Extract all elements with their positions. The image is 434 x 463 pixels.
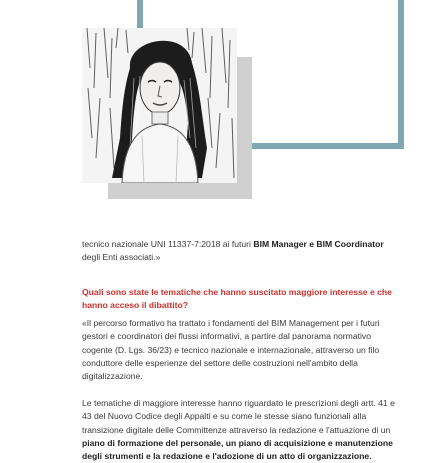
- answer-paragraph-1: «Il percorso formativo ha trattato i fondamenti del BIM Management per i futuri gestori e coordinatori dei flussi informativi, a partire dal panorama normativo cogente (D. Lgs. 36/23) e tecnico nazionale e internazionale, attraverso un filo conduttore delle esperienze del settore delle costruzioni nell'ambito della digitalizzazione.: [82, 318, 380, 382]
- intro-text: tecnico nazionale UNI 11337-7:2018 ai futuri: [82, 239, 254, 249]
- answer-paragraph-2: [82, 397, 400, 463]
- answer-2-bold: piano di formazione del personale, un piano di acquisizione e manutenzione degli strumenti e la redazione e l'adozione di un atto di organizzazione.: [82, 437, 393, 462]
- intro-bold-roles: BIM Manager e BIM Coordinator: [253, 239, 384, 249]
- intro-paragraph: [82, 238, 400, 265]
- interview-question: Quali sono state le tematiche che hanno suscitato maggiore interesse e che hanno acceso il dibattito?: [82, 287, 392, 311]
- intro-text-end: degli Enti associati.»: [82, 252, 161, 263]
- answer-2-text: Le tematiche di maggiore interesse hanno riguardato le prescrizioni degli artt. 41 e 43 del Nuovo Codice degli Appalti e su come le stesse siano funzionali alla transizione digitale delle Committenze attraverso la redazione e l'attuazione di un: [82, 398, 395, 435]
- portrait-photo: [82, 28, 237, 183]
